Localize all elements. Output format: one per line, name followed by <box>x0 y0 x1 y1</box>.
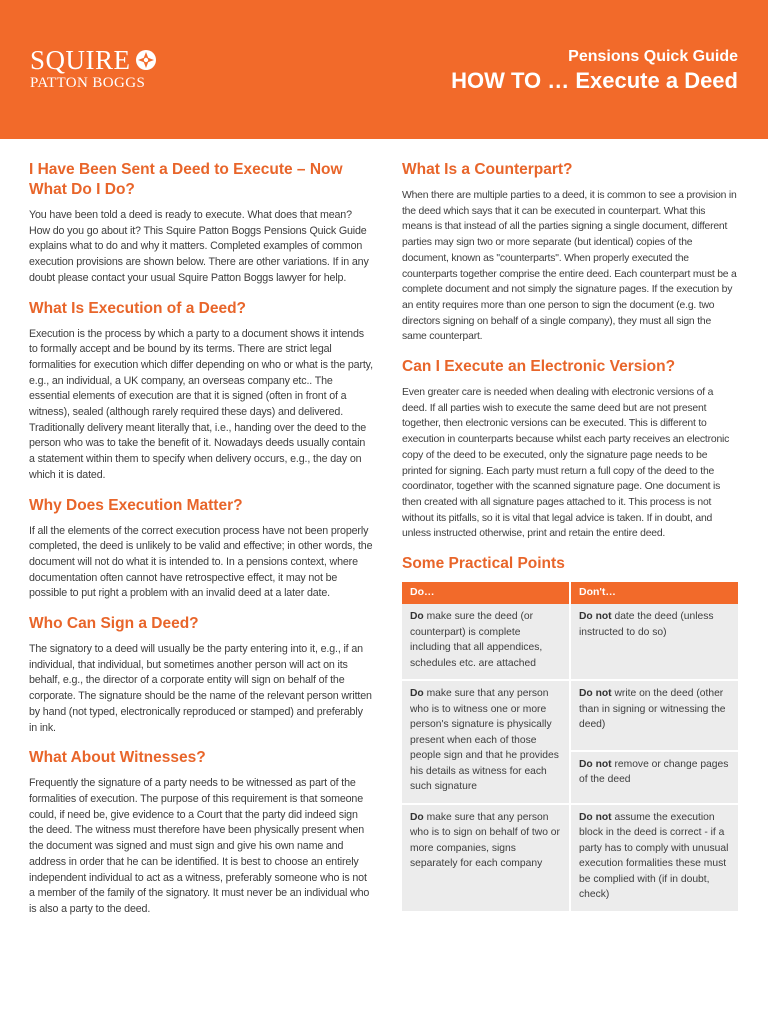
section-body: If all the elements of the correct execution process have not been properly completed, the deed is unlikely to be valid and effective; in other words, the document will not do what it is intended to. In a pensions context, where documentation often cannot have retrospective effect, it may not be possible to put right a problem with an invalid deed at a later date. <box>29 524 373 600</box>
section-body: When there are multiple parties to a deed, it is common to see a provision in the deed which says that it can be executed in counterpart. What this means is that instead of all the parties signing a single document, different parties may sign two or more separate (but identical) copies of the document, known as "counterparts". When properly executed the counterparts together comprise the entire deed. Each counterpart must be a complete document and not simply the signature pages. If the execution by an entity requires more than one person to sign the document (e.g. two directors signing on behalf of a single company), they must all sign the same counterpart. <box>402 190 737 343</box>
guide-subtitle: Pensions Quick Guide <box>568 48 738 65</box>
dont-keyword: Do not <box>579 758 612 770</box>
section-heading: What Is Execution of a Deed? <box>29 299 247 317</box>
table-row <box>402 680 738 751</box>
section-sent-deed <box>29 160 373 287</box>
table-header-row <box>402 582 738 604</box>
dont-cell <box>570 604 738 680</box>
brand-logo <box>30 46 157 91</box>
section-heading: Some Practical Points <box>402 555 565 573</box>
section-counterpart <box>402 160 738 345</box>
do-keyword: Do <box>410 688 424 700</box>
do-text: make sure that any person who is to sign on behalf of two or more companies, signs separately for each company <box>410 811 560 870</box>
section-practical-points <box>402 554 738 911</box>
column-header-do: Do… <box>402 582 570 604</box>
section-body: You have been told a deed is ready to execute. What does that mean? How do you go about it? This Squire Patton Boggs Pensions Quick Guide explains what to do and why it matters. Completed examples of common execution provisions are shown below. There are other variations. If in any doubt please contact your usual Squire Patton Boggs lawyer for help. <box>29 209 369 284</box>
section-witnesses <box>29 748 373 917</box>
section-body: Frequently the signature of a party needs to be witnessed as part of the formalities of execution. The purpose of this requirement is that someone could, if need be, give evidence to a Court that the party did indeed sign the deed. The witness must therefore have been physically present when the document was signed and must sign and give his own name and address in order that he can be identified. It is best to choose an entirely independent individual to act as a witness, preferably someone who is not a member of the family of the signatory. It must never be an individual who is also a party to the deed. <box>29 777 370 915</box>
do-text: make sure that any person who is to witness one or more person's signature is physically present when each of those people sign and that he provides his details as witness for each such signature <box>410 688 559 793</box>
section-heading: Why Does Execution Matter? <box>29 496 243 514</box>
right-column <box>402 160 738 911</box>
section-heading: Who Can Sign a Deed? <box>29 615 199 633</box>
section-body: The signatory to a deed will usually be the party entering into it, e.g., if an individual, that individual, but sometimes another person will act on its behalf, e.g., the director of a corporate entity will sign on behalf of the corporate. The signature should be the name of the relevant person written by hand (not typed, electronically reproduced or stamped) and preferably in ink. <box>29 643 372 734</box>
do-keyword: Do <box>410 811 424 823</box>
section-body: Even greater care is needed when dealing with electronic versions of a deed. If all parties wish to execute the same deed but are not present together, then electronic versions can be executed. This is different to execution in counterparts because whilst each party receives an electronic copy of the deed to be executed, only the signature page needs to be printed for signing. Each party must return a full copy of the deed to the coordinator, together with the scanned signature page. One document is then created with all signature pages attached to it. This process is not without its pitfalls, so it is vital that legal advice is taken. If in doubt, and unless instructed otherwise, print and retain the entire deed. <box>402 387 730 540</box>
section-body: Execution is the process by which a party to a document shows it intends to formally accept and be bound by its terms. There are strict legal formalities for execution which differ depending on who or what is the party, e.g., an individual, a UK company, an overseas company etc.. The essential elements of execution are that it is signed (often in front of a witness), sealed (although rarely required these days) and delivered. Traditionally delivery meant literally that, i.e., handing over the deed to the person who was to take the benefit of it. Nowadays deeds usually contain a statement within them to specify when delivery occurs, e.g., the day on which it is dated. <box>29 327 373 481</box>
section-heading: What About Witnesses? <box>29 749 206 767</box>
section-heading: Can I Execute an Electronic Version? <box>402 358 676 376</box>
dont-keyword: Do not <box>579 811 612 823</box>
do-keyword: Do <box>410 611 424 623</box>
do-cell <box>402 680 570 804</box>
do-text: make sure the deed (or counterpart) is complete including that all appendices, schedules etc. are attached <box>410 611 543 669</box>
dont-keyword: Do not <box>579 688 612 700</box>
dont-cell <box>570 680 738 751</box>
table-row <box>402 604 738 680</box>
column-header-dont: Don't… <box>570 582 738 604</box>
section-electronic-version <box>402 357 738 542</box>
dont-cell <box>570 804 738 911</box>
section-why-execution-matters <box>29 496 373 603</box>
brand-name-top: SQUIRE <box>30 45 131 75</box>
do-cell <box>402 604 570 680</box>
dont-text: write on the deed (other than in signing or witnessing the deed) <box>579 688 726 731</box>
do-cell <box>402 804 570 911</box>
section-heading: I Have Been Sent a Deed to Execute – Now What Do I Do? <box>29 161 343 198</box>
left-column <box>29 160 373 930</box>
table-row <box>402 804 738 911</box>
dont-cell <box>570 751 738 804</box>
practical-points-table <box>402 582 738 911</box>
dont-text: date the deed (unless instructed to do so) <box>579 611 714 638</box>
section-who-can-sign <box>29 614 373 736</box>
brand-name-bottom: PATTON BOGGS <box>30 75 146 91</box>
section-what-is-execution <box>29 299 373 484</box>
dont-text: assume the execution block in the deed is correct - if a party has to comply with unusual execution formalities these must be complied with (if in doubt, check) <box>579 811 729 901</box>
dont-text: remove or change pages of the deed <box>579 758 729 786</box>
guide-title: HOW TO … Execute a Deed <box>451 68 738 93</box>
page-header <box>0 0 768 139</box>
dont-keyword: Do not <box>579 611 612 623</box>
compass-mark-icon <box>135 49 157 71</box>
section-heading: What Is a Counterpart? <box>402 161 573 178</box>
